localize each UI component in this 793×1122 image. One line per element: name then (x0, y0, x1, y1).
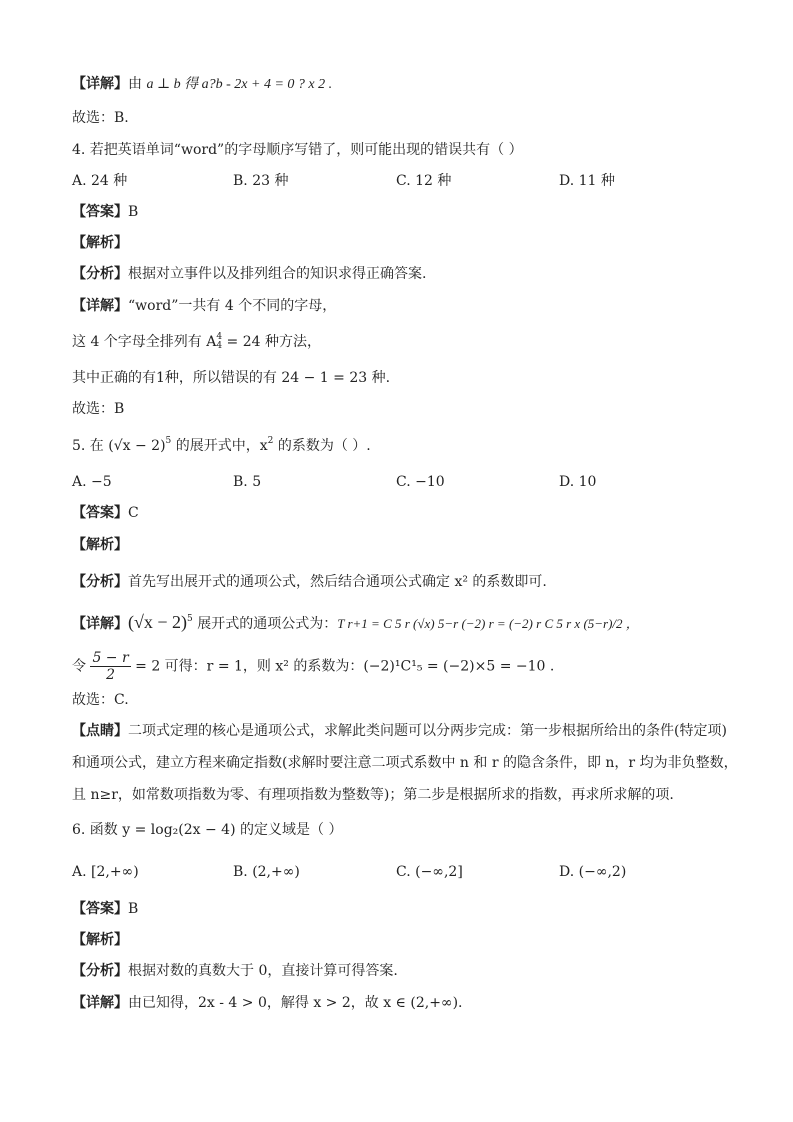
fenxi-text: 根据对数的真数大于 0，直接计算可得答案. (128, 963, 398, 979)
q5-detail-line-2 (72, 650, 554, 683)
detail-text-post: = 2 可得：r = 1，则 x² 的系数为：(−2)¹C¹₅ = (−2)×5 = −10 . (135, 658, 555, 675)
q5-question-post: 的系数为（ ）. (273, 438, 371, 454)
q5-point-line-1 (72, 721, 727, 741)
fenxi-text: 首先写出展开式的通项公式，然后结合通项公式确定 x² 的系数即可. (128, 574, 547, 590)
q4-option-d: D. 11 种 (559, 173, 615, 189)
q4-answer-line (72, 202, 138, 222)
answer-value: B (128, 901, 139, 917)
detail-text-post: = 24 种方法， (222, 334, 322, 350)
q5-fenxi-line (72, 572, 547, 592)
fenxi-tag: 【分析】 (72, 574, 128, 590)
fenxi-tag: 【分析】 (72, 963, 128, 979)
q4-option-b: B. 23 种 (233, 173, 289, 189)
fraction (90, 650, 130, 683)
detail-text: “word”一共有 4 个不同的字母， (128, 298, 337, 314)
q6-detail-line (72, 993, 463, 1013)
q6-option-b: B. (2,+∞) (233, 864, 300, 880)
q5-question (72, 436, 371, 458)
detail-tag: 【详解】 (72, 298, 128, 314)
detail-text: 由已知得，2x - 4 > 0，解得 x > 2，故 x ∈ (2,+∞). (128, 995, 463, 1011)
fraction-denominator: 2 (106, 667, 116, 683)
q6-option-d: D. (−∞,2) (559, 864, 627, 880)
answer-value: B (128, 204, 139, 220)
q4-question: 4. 若把英语单词“word”的字母顺序写错了，则可能出现的错误共有（ ） (72, 142, 523, 158)
q5-point-line-2: 和通项公式，建立方程来确定指数(求解时要注意二项式系数中 n 和 r 的隐含条件，即 n，r 均为非负整数， (72, 755, 738, 771)
detail-tag: 【详解】 (72, 995, 128, 1011)
q5-question-mid: 的展开式中，x (171, 438, 268, 454)
q5-question-exp2: 2 (267, 436, 274, 446)
q4-analysis-tag: 【解析】 (72, 235, 128, 251)
q5-option-a: A. −5 (72, 474, 112, 490)
q5-question-exp: 5 (165, 436, 172, 446)
q4-fenxi-line (72, 264, 426, 284)
q3-answer-line: 故选：B. (72, 110, 129, 126)
point-tag: 【点睛】 (72, 723, 128, 739)
q5-choose-line: 故选：C. (72, 692, 129, 708)
point-text: 二项式定理的核心是通项公式，求解此类问题可以分两步完成：第一步根据所给出的条件(特定项) (128, 723, 727, 739)
q4-option-c: C. 12 种 (396, 173, 452, 189)
q6-answer-line (72, 899, 138, 919)
answer-tag: 【答案】 (72, 204, 128, 220)
q5-detail-line-1 (72, 612, 639, 636)
perm-indices: 4 4 (216, 332, 223, 351)
answer-value: C (128, 505, 139, 521)
detail-tag: 【详解】 (72, 76, 128, 92)
q4-option-a: A. 24 种 (72, 173, 128, 189)
q5-point-line-3: 且 n≥r，如常数项指数为零、有理项指数为整数等)；第二步是根据所求的指数，再求所求解的项. (72, 787, 674, 803)
q4-detail-line-1 (72, 296, 336, 316)
q6-question: 6. 函数 y = log₂(2x − 4) 的定义域是（ ） (72, 822, 343, 838)
detail-formula: T r+1 = C 5 r (√x) 5−r (−2) r = (−2) r C 5 r x (5−r)/2 ， (337, 616, 639, 631)
fenxi-tag: 【分析】 (72, 266, 128, 282)
detail-expr: (√x − 2) (128, 612, 188, 632)
q6-fenxi-line (72, 961, 398, 981)
q4-detail-line-2 (72, 332, 321, 352)
q4-detail-line-3: 其中正确的有1种，所以错误的有 24 − 1 = 23 种. (72, 370, 391, 386)
q6-option-a: A. [2,+∞) (72, 864, 139, 880)
detail-tag: 【详解】 (72, 616, 128, 632)
q6-option-c: C. (−∞,2] (396, 864, 463, 880)
q4-choose-line: 故选：B (72, 401, 125, 417)
q5-analysis-tag: 【解析】 (72, 537, 128, 553)
q3-detail-line (72, 74, 332, 95)
q5-option-c: C. −10 (396, 474, 445, 490)
detail-math: a ⊥ b 得 a?b - 2x + 4 = 0 ? x 2 . (146, 77, 333, 92)
answer-tag: 【答案】 (72, 505, 128, 521)
q5-question-pre: 5. 在 (√x − 2) (72, 438, 166, 454)
detail-text-pre: 这 4 个字母全排列有 A (72, 334, 217, 350)
answer-tag: 【答案】 (72, 901, 128, 917)
q5-option-b: B. 5 (233, 474, 262, 490)
detail-text: 展开式的通项公式为： (192, 616, 338, 632)
q5-answer-line (72, 503, 139, 523)
detail-exp: 5 (187, 614, 193, 624)
q6-analysis-tag: 【解析】 (72, 932, 128, 948)
fenxi-text: 根据对立事件以及排列组合的知识求得正确答案. (128, 266, 427, 282)
detail-text: 由 (128, 76, 142, 92)
q5-option-d: D. 10 (559, 474, 597, 490)
fraction-numerator: 5 − r (92, 650, 129, 666)
detail-text-pre: 令 (72, 658, 86, 675)
